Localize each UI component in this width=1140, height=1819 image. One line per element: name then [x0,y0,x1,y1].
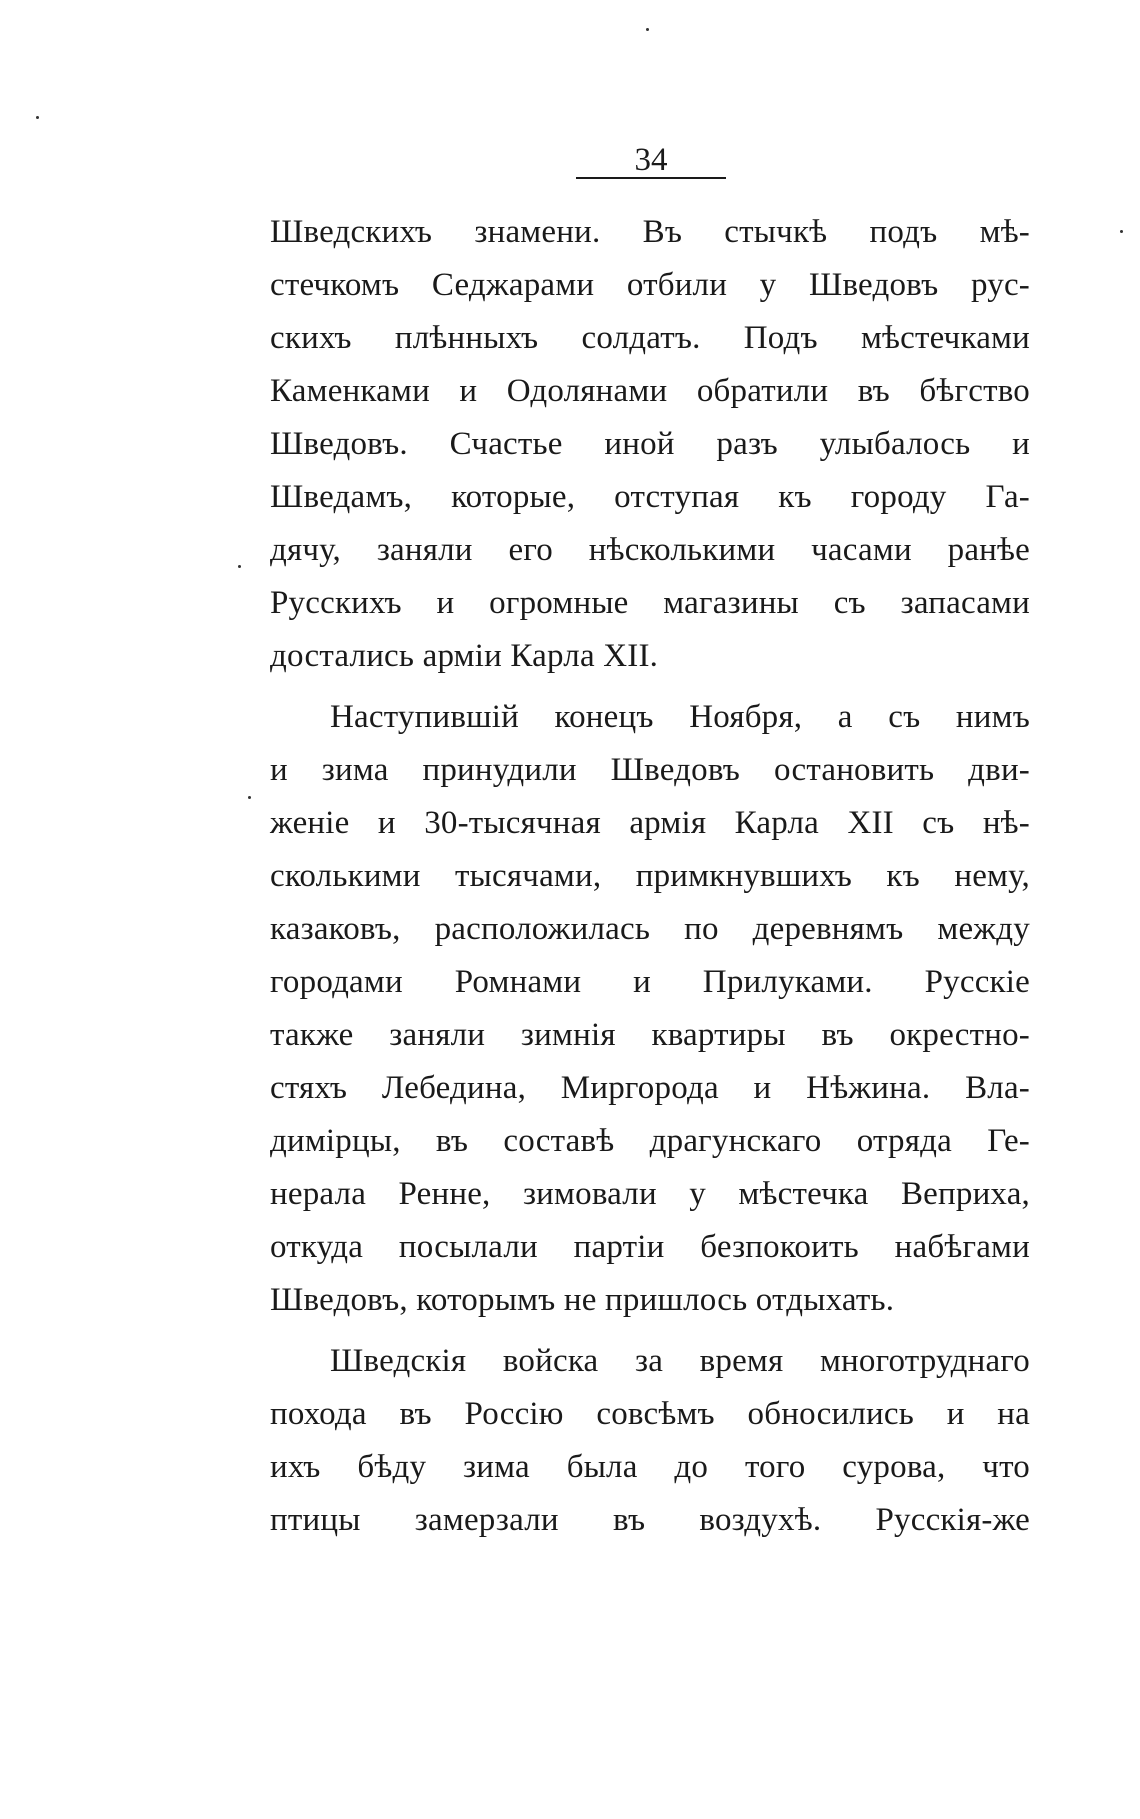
text-line: достались арміи Карла XII. [270,638,659,674]
text-line: городами Ромнами и Прилуками. Русскіе [270,964,1030,1000]
text-line: также заняли зимнія квартиры въ окрестно- [270,1017,1030,1053]
body-text [270,206,1030,1547]
text-line: Каменками и Одолянами обратили въ бѣгство [270,373,1030,409]
text-line: ихъ бѣду зима была до того сурова, что [270,1449,1030,1485]
text-line: откуда посылали партіи безпокоить набѣгами [270,1229,1030,1265]
paragraph-1 [270,206,1030,683]
text-line: сколькими тысячами, примкнувшихъ къ нему, [270,858,1030,894]
text-line: Наступившій конецъ Ноября, а съ нимъ [330,699,1030,735]
text-line: и зима принудили Шведовъ остановить дви- [270,752,1030,788]
text-line: Шведамъ, которые, отступая къ городу Га- [270,479,1030,515]
text-line: женіе и 30-тысячная армія Карла XII съ нѣ- [270,805,1030,841]
scan-speck [248,796,251,799]
text-line: птицы замерзали въ воздухѣ. Русскія-же [270,1502,1030,1538]
paragraph-3 [270,1335,1030,1547]
paragraph-2 [270,691,1030,1327]
text-line: дячу, заняли его нѣсколькими часами ранѣе [270,532,1030,568]
text-line: стечкомъ Седжарами отбили у Шведовъ рус- [270,267,1030,303]
text-line: Шведовъ, которымъ не пришлось отдыхать. [270,1282,895,1318]
text-line: Русскихъ и огромные магазины съ запасами [270,585,1030,621]
text-line: казаковъ, расположилась по деревнямъ между [270,911,1030,947]
scan-speck [36,116,39,119]
scan-speck [646,28,649,31]
text-line: димірцы, въ составѣ драгунскаго отряда Ге- [270,1123,1030,1159]
page-number-underline [576,177,726,179]
text-line: Шведовъ. Счастье иной разъ улыбалось и [270,426,1030,462]
text-line: похода въ Россію совсѣмъ обносились и на [270,1396,1030,1432]
text-line: скихъ плѣнныхъ солдатъ. Подъ мѣстечками [270,320,1030,356]
text-line: Шведскихъ знамени. Въ стычкѣ подъ мѣ- [270,214,1030,250]
text-line: Шведскія войска за время многотруднаго [330,1343,1030,1379]
text-line: стяхъ Лебедина, Миргорода и Нѣжина. Вла- [270,1070,1030,1106]
text-line: нерала Ренне, зимовали у мѣстечка Веприха, [270,1176,1030,1212]
page-number: 34 [634,142,668,178]
scan-speck [1120,230,1123,233]
scan-speck [238,565,241,568]
